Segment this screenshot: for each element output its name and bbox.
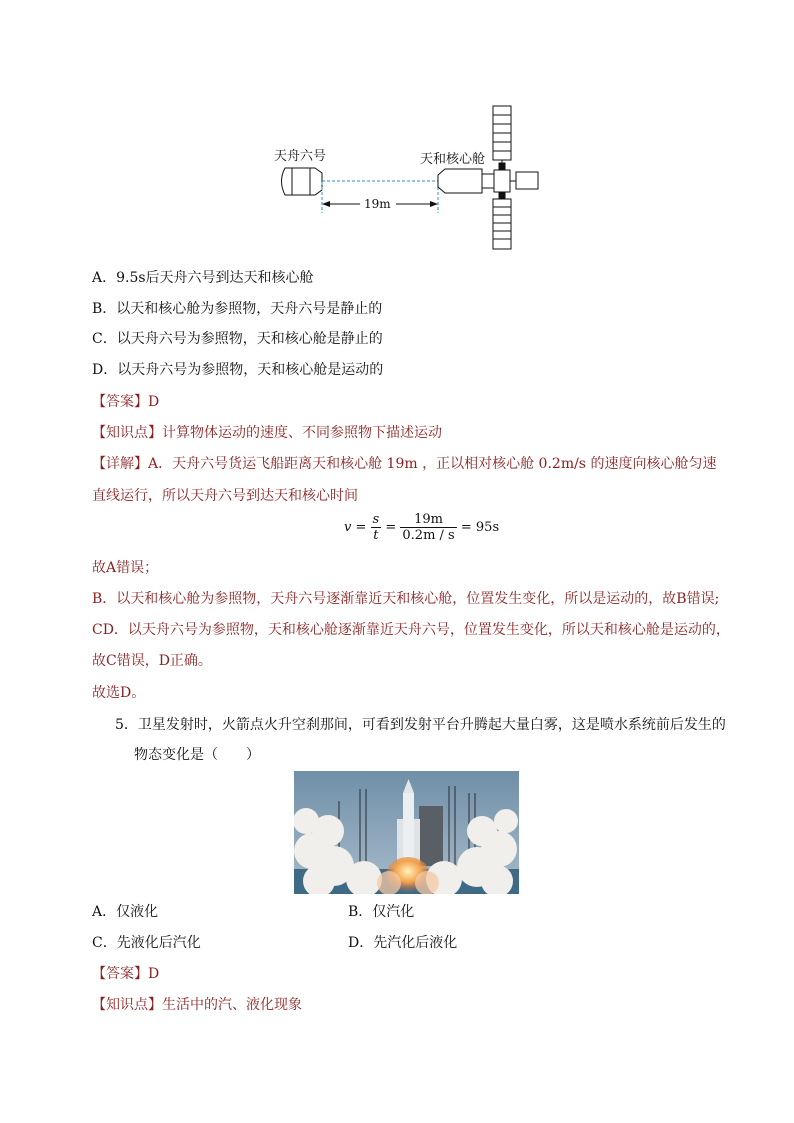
formula-frac-values (400, 512, 456, 543)
speed-formula (344, 512, 499, 543)
q5-option-a: A．仅液化 (92, 904, 159, 920)
tianhe-icon (438, 106, 538, 249)
distance-label: 19m (364, 197, 391, 211)
q4-knowledge: 【知识点】计算物体运动的速度、不同参照物下描述运动 (92, 425, 442, 441)
formula-result: = 95s (460, 520, 500, 535)
q4-a-wrong: 故A错误； (92, 560, 159, 576)
formula-eq2: = (385, 520, 397, 535)
formula-t: t (373, 528, 379, 543)
q4-option-d: D．以天舟六号为参照物，天和核心舱是运动的 (92, 362, 384, 378)
formula-speed: 0.2m / s (402, 528, 455, 543)
q4-cd-explain-1: CD．以天舟六号为参照物，天和核心舱逐渐靠近天舟六号，位置发生变化，所以天和核心舱是运动的， (92, 622, 730, 638)
q4-option-c: C．以天舟六号为参照物，天和核心舱是静止的 (92, 331, 383, 347)
tianzhou-icon (282, 168, 323, 195)
q5-option-c: C．先液化后汽化 (92, 935, 201, 951)
q5-answer: 【答案】D (92, 966, 160, 982)
q4-option-a: A．9.5s后天舟六号到达天和核心舱 (92, 270, 314, 286)
q4-answer: 【答案】D (92, 394, 160, 410)
q5-option-b: B．仅汽化 (348, 904, 415, 920)
label-tianzhou: 天舟六号 (274, 149, 327, 164)
q4-b-explain: B．以天和核心舱为参照物，天舟六号逐渐靠近天和核心舱，位置发生变化，所以是运动的，故B错误; (92, 591, 720, 607)
rocket-launch-photo (294, 771, 519, 894)
q5-knowledge: 【知识点】生活中的汽、液化现象 (92, 997, 302, 1013)
formula-19m: 19m (400, 512, 456, 528)
q4-detail-line1: 【详解】A．天舟六号货运飞船距离天和核心舱 19m ，正以相对核心舱 0.2m/s 的速度向核心舱匀速 (92, 456, 717, 472)
q5-option-d: D．先汽化后液化 (348, 935, 458, 951)
q4-choose: 故选D。 (92, 685, 146, 701)
formula-v: v (344, 520, 352, 535)
q4-option-b: B．以天和核心舱为参照物，天舟六号是静止的 (92, 301, 383, 317)
formula-eq1: = (355, 520, 367, 535)
q5-stem-line1: 5．卫星发射时，火箭点火升空刹那间，可看到发射平台升腾起大量白雾，这是喷水系统前后发生的 (115, 717, 726, 733)
docking-diagram (260, 100, 550, 255)
formula-s: s (372, 512, 380, 527)
label-tianhe: 天和核心舱 (420, 152, 486, 167)
q5-stem-line2: 物态变化是（ ） (134, 747, 260, 763)
q4-detail-line2: 直线运行，所以天舟六号到达天和核心时间 (92, 488, 358, 504)
formula-frac-st (371, 512, 382, 543)
q4-cd-explain-2: 故C错误，D正确。 (92, 653, 212, 669)
